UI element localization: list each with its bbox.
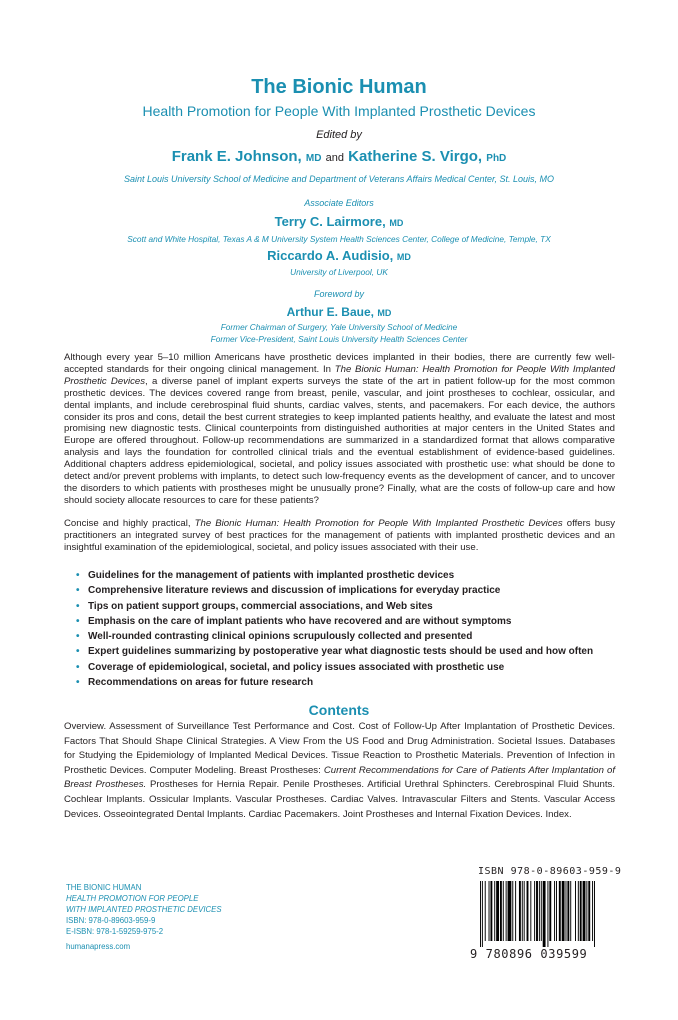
barcode-bar (534, 881, 535, 941)
bullet-dot-icon: • (76, 570, 80, 581)
bullet-dot-icon: • (76, 631, 80, 643)
editor2-degree: PhD (486, 153, 507, 164)
foreword-author (0, 305, 678, 319)
barcode-bar (482, 881, 483, 947)
barcode-bar (567, 881, 569, 941)
book-title: The Bionic Human (251, 76, 427, 98)
editors-line (0, 148, 678, 165)
bullet-dot-icon: • (76, 677, 80, 689)
editors-affiliation: Saint Louis University School of Medicine and Department of Veterans Affairs Medical Center, St. Louis, MO (123, 174, 555, 184)
contents-text-italic: Current Recommendations for Care of Patients After Implantation of Breast Prostheses. (64, 764, 615, 791)
bullet-dot-icon: • (76, 600, 80, 612)
and-label: and (325, 152, 344, 164)
assoc2-name: Riccardo A. Audisio, (267, 248, 394, 263)
barcode-bar (530, 881, 531, 941)
barcode-bar (485, 881, 486, 941)
barcode-bar (543, 881, 546, 947)
foreword-affiliation-2: Former Vice-President, Saint Louis University Health Sciences Center (210, 334, 468, 344)
barcode-bar (490, 881, 492, 941)
bullet-item (76, 583, 628, 598)
barcode-bar (527, 881, 529, 941)
bullet-item (76, 614, 628, 629)
barcode-bar (494, 881, 495, 941)
para2-text-b: offers busy practitioners an integrated survey of best practices for the management of patients with implanted prosthetic devices and an insightful examination of the epidemiological, societal, and policy issues associated with their use. (64, 518, 615, 553)
barcode-bar (480, 881, 481, 947)
bullet-text: Well-rounded contrasting clinical opinions scrupulously collected and presented (88, 631, 473, 643)
bullet-text: Guidelines for the management of patients with implanted prosthetic devices (88, 570, 455, 581)
editor1-name: Frank E. Johnson, (171, 148, 302, 165)
para1-text-a: Although every year 5–10 million Americans have prosthetic devices implanted in their bodies, there are currently few well-accepted standards for their ongoing clinical management. In (64, 352, 615, 375)
barcode-bar (575, 881, 576, 941)
barcode-bar (566, 881, 567, 941)
bullet-dot-icon: • (76, 661, 80, 673)
bullet-dot-icon: • (76, 646, 80, 658)
bullet-text: Expert guidelines summarizing by postoperative year what diagnostic tests should be used and how often (88, 646, 594, 658)
colophon-isbn: ISBN: 978-0-89603-959-9 (66, 916, 156, 925)
barcode-bars-icon (476, 881, 626, 947)
associate-editors-label: Associate Editors (304, 198, 374, 208)
colophon-title: THE BIONIC HUMAN (66, 883, 142, 892)
description-paragraph-2 (64, 518, 615, 554)
foreword-label: Foreword by (313, 289, 365, 299)
barcode-isbn-label: ISBN 978-0-89603-959-9 (478, 866, 622, 877)
barcode-bar (549, 881, 551, 941)
barcode-bar (519, 881, 521, 941)
bullet-dot-icon: • (76, 585, 80, 597)
barcode-bar (583, 881, 586, 941)
associate-editor-1 (0, 214, 678, 229)
para1-book-title: The Bionic Human: Health Promotion for People With Implanted Prosthetic Devices (64, 363, 615, 387)
barcode-bar (508, 881, 512, 941)
para2-text-a: Concise and highly practical, (64, 518, 195, 529)
barcode-bar (562, 881, 565, 941)
contents-heading: Contents (308, 702, 370, 718)
contents-text-a: Overview. Assessment of Surveillance Test Performance and Cost. Cost of Follow-Up After Implantation of Prosthetic Devices. Factors That Should Shape Clinical Strategies. A View From the US Food and Drug Administration. Societal Issues. Databases for Studying the Epidemiology of Implanted Medical Devices. Tissue Reaction to Prosthetic Materials. Prevention of Infection in Prosthetic Devices. Computer Modeling. Breast Prostheses: (64, 721, 615, 776)
associate-editor-2 (0, 248, 678, 263)
bullet-item (76, 660, 628, 675)
barcode-digits: 9 780896 039599 (470, 947, 588, 961)
bullet-item (76, 675, 628, 690)
barcode-bar (539, 881, 540, 941)
foreword-name: Arthur E. Baue, (286, 305, 374, 319)
assoc2-affiliation: University of Liverpool, UK (290, 267, 388, 277)
barcode-bar (503, 881, 504, 941)
assoc1-name: Terry C. Lairmore, (274, 214, 386, 229)
barcode-bar (556, 881, 557, 941)
barcode-bar (536, 881, 538, 941)
bullet-dot-icon: • (76, 615, 80, 627)
edited-by-label: Edited by (316, 129, 362, 141)
barcode-bar (547, 881, 548, 947)
bullet-text: Recommendations on areas for future research (88, 677, 314, 689)
barcode-bar (592, 881, 593, 941)
foreword-affiliation-1: Former Chairman of Surgery, Yale University School of Medicine (220, 322, 458, 332)
barcode-bar (515, 881, 516, 941)
barcode-bar (522, 881, 523, 941)
barcode-bar (512, 881, 513, 941)
barcode-bar (541, 881, 542, 941)
barcode-bar (559, 881, 561, 941)
barcode-bar (500, 881, 502, 941)
bullet-text: Comprehensive literature reviews and discussion of implications for everyday practice (88, 585, 501, 597)
bullet-item (76, 599, 628, 614)
assoc2-degree: MD (396, 252, 411, 262)
foreword-degree: MD (377, 308, 392, 318)
para1-text-b: , a diverse panel of implant experts surveys the state of the art in patient follow-up for the most common prosthetic devices. The devices covered range from breast, penile, vascular, and joint prostheses to cochlear, ossicular, and dental implants, and include cerebrospinal fluid shunts, cardiac valves, stents, and pacemakers. For each device, the authors consider its pros and cons, detail the best current strategies to keep implanted patients healthy, and evaluate the latest and most promising new diagnostic tests. Clinical counterpoints from distinguished authorities at major centers in the United States and Europe are offered throughout. Follow-up recommendations are summarized in a standardized format that allows comparative analysis and lays the foundation for controlled clinical trials and the eventual establishment of evidence-based guidelines. Additional chapters address epidemiological, societal, and policy issues associated with prosthetic use: what should be done to detect and/or prevent problems with implants, to detect such low-frequency events as the development of cancer, and to uncover the disorders to which patients with prostheses might be unusually prone? Finally, what are the costs of follow-up care and how should society allocate resources to care for these patients? (64, 375, 615, 506)
barcode-bar (578, 881, 579, 941)
colophon (66, 882, 222, 952)
barcode-bar (489, 881, 490, 941)
barcode-bar (588, 881, 590, 941)
bullet-text: Tips on patient support groups, commercial associations, and Web sites (88, 600, 433, 612)
colophon-eisbn: E-ISBN: 978-1-59259-975-2 (66, 927, 164, 936)
bullet-item (76, 568, 628, 583)
assoc1-degree: MD (389, 218, 404, 228)
description-paragraph-1 (64, 352, 615, 507)
bullet-item (76, 629, 628, 644)
barcode-bar (496, 881, 499, 941)
publisher-website: humanapress.com (66, 942, 131, 951)
barcode-bar (554, 881, 555, 941)
barcode-bar (594, 881, 595, 947)
editor2-name: Katherine S. Virgo, (348, 148, 483, 165)
colophon-subtitle-1: HEALTH PROMOTION FOR PEOPLE (66, 894, 199, 903)
bullet-text: Emphasis on the care of implant patients who have recovered and are without symptoms (88, 615, 512, 627)
para2-book-title: The Bionic Human: Health Promotion for People With Implanted Prosthetic Devices (194, 518, 563, 529)
contents-text-b: Prostheses for Hernia Repair. Penile Prostheses. Artificial Urethral Sphincters. Cerebrospinal Fluid Shunts. Cochlear Implants. Ossicular Implants. Vascular Prostheses. Cardiac Valves. Intravascular Filters and Stents. Vascular Access Devices. Osseointegrated Dental Implants. Cardiac Pacemakers. Joint Prostheses and Internal Fixation Devices. Index. (64, 779, 615, 820)
contents-text (64, 720, 615, 822)
feature-bullet-list (76, 568, 628, 690)
barcode-bar (506, 881, 507, 941)
bullet-item (76, 644, 628, 659)
barcode-bar (586, 881, 587, 941)
barcode-bar (580, 881, 582, 941)
barcode-bar (570, 881, 571, 941)
editor1-degree: MD (305, 153, 322, 164)
barcode-bar (524, 881, 525, 941)
colophon-subtitle-2: WITH IMPLANTED PROSTHETIC DEVICES (66, 905, 222, 914)
bullet-text: Coverage of epidemiological, societal, and policy issues associated with prosthetic use (88, 661, 505, 673)
assoc1-affiliation: Scott and White Hospital, Texas A & M University System Health Sciences Center, College of Medicine, Temple, TX (127, 234, 551, 244)
book-subtitle: Health Promotion for People With Implanted Prosthetic Devices (142, 103, 536, 119)
isbn-barcode (470, 866, 628, 962)
